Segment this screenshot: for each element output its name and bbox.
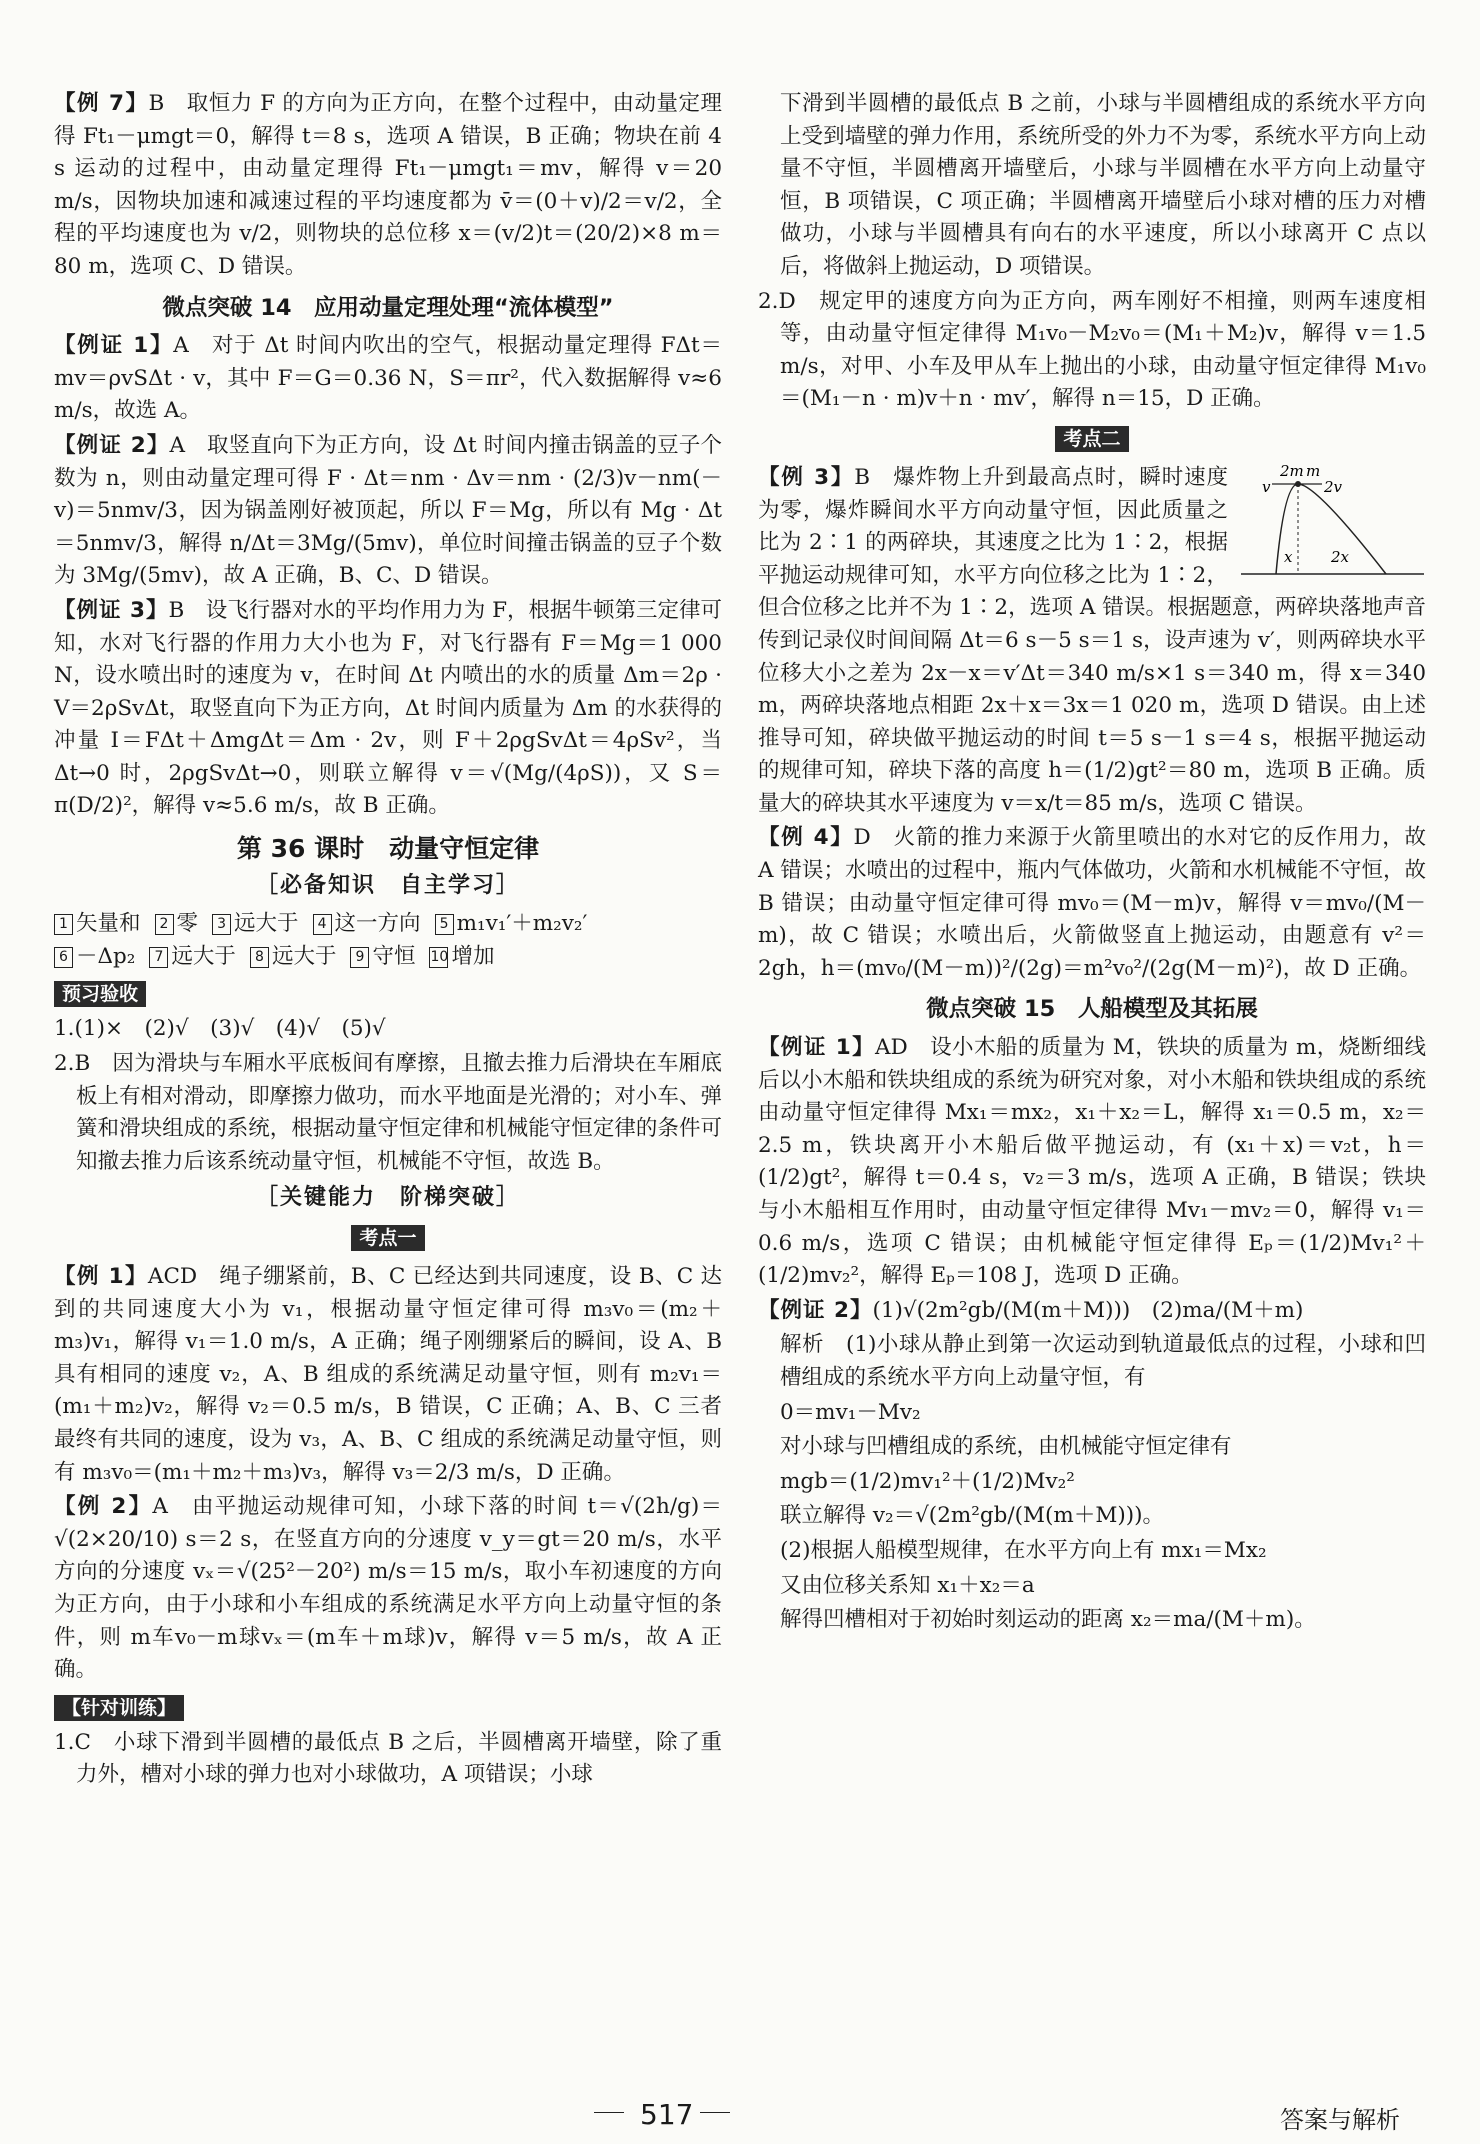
keyword-number: 10	[429, 947, 448, 968]
answer-paragraph: 1.(1)× (2)√ (3)√ (4)√ (5)√	[54, 1016, 386, 1042]
answer-paragraph: 对小球与凹槽组成的系统，由机械能守恒定律有	[780, 1434, 1232, 1460]
keyword-text: m₁v₁′＋m₂v₂′	[456, 911, 588, 937]
label-distance-x: x	[1284, 547, 1293, 566]
answer-tag: 【例 4】	[758, 825, 854, 851]
keyword-item	[54, 911, 141, 936]
page-number-dash-left	[594, 2112, 624, 2113]
answer-tag: 【例证 1】	[758, 1035, 876, 1061]
answer-text: A 对于 Δt 时间内吹出的空气，根据动量定理得 FΔt＝mv＝ρvSΔt · v，其中 F＝G＝0.36 N，S＝πr²，代入数据解得 v≈6 m/s，故选 A。	[54, 333, 722, 424]
label-distance-2x: 2x	[1331, 547, 1350, 566]
answer-text: D 火箭的推力来源于火箭里喷出的水对它的反作用力，故 A 错误；水喷出的过程中，瓶内气体做功，火箭和水机械能不守恒，故 B 错误；由动量守恒定律可得 mv₀＝(M－m)v，解得 v＝mv₀/(M－m)，故 C 错误；水喷出后，火箭做竖直上抛运动，由题意有 v²＝2gh，h＝(mv₀/(M－m))²/(2g)＝m²v₀²/(2g(M－m)²)，故 D 正确。	[758, 825, 1426, 981]
keyword-item	[250, 944, 337, 969]
projectile-figure	[1236, 462, 1426, 582]
answer-paragraph: 1.C 小球下滑到半圆槽的最低点 B 之后，半圆槽离开墙壁，除了重力外，槽对小球的弹力也对小球做功，A 项错误；小球	[54, 1729, 722, 1788]
keyword-text: 远大于	[171, 943, 236, 969]
answer-paragraph: 又由位移关系知 x₁＋x₂＝a	[780, 1572, 1035, 1598]
answer-tag: 【例证 2】	[54, 432, 170, 458]
keyword-number: 6	[54, 947, 73, 968]
answer-paragraph	[758, 822, 1426, 985]
keyword-number: 8	[250, 947, 269, 968]
page-number-dash-right	[700, 2112, 730, 2113]
section-heading: 微点突破 14 应用动量定理处理“流体模型”	[162, 294, 614, 321]
projectile-figure-wrap	[1236, 462, 1426, 582]
keyword-number: 2	[155, 914, 174, 935]
answer-paragraph	[54, 1261, 722, 1489]
label-velocity-v: v	[1262, 477, 1271, 496]
keyword-number: 1	[54, 914, 73, 935]
answer-text: B 取恒力 F 的方向为正方向，在整个过程中，由动量定理得 Ft₁－μmgt＝0，解得 t＝8 s，选项 A 错误，B 正确；物块在前 4 s 运动的过程中，由动量定理得 Ft₁－μmgt₁＝mv，解得 v＝20 m/s，因物块加速和减速过程的平均速度都为 v̄＝(0＋v)/2＝v/2，全程的平均速度也为 v/2，则物块的总位移 x＝(v/2)t＝(20/2)×8 m＝80 m，选项 C、D 错误。	[54, 91, 723, 279]
answer-paragraph: 解析 (1)小球从静止到第一次运动到轨道最低点的过程，小球和凹槽组成的系统水平方向上动量守恒，有	[780, 1332, 1426, 1390]
keyword-number: 9	[350, 947, 369, 968]
answer-text: A 取竖直向下为正方向，设 Δt 时间内撞击锅盖的豆子个数为 n，则由动量定理可得 F · Δt＝nm · Δv＝nm · (2/3)v－nm(－v)＝5nmv/3，因为锅盖刚好被顶起，所以 F＝Mg，所以有 Mg · Δt＝5nmv/3，解得 n/Δt＝3Mg/(5mv)，单位时间撞击锅盖的豆子个数为 3Mg/(5mv)，故 A 正确，B、C、D 错误。	[54, 432, 722, 589]
left-column	[54, 88, 722, 1794]
footer-label: 答案与解析	[1280, 2106, 1400, 2134]
answer-paragraph	[758, 1032, 1426, 1293]
keyword-number: 3	[212, 914, 231, 935]
keyword-text: 增加	[451, 943, 495, 969]
answer-paragraph: 2.B 因为滑块与车厢水平底板间有摩擦，且撤去推力后滑块在车厢底板上有相对滑动，即摩擦力做功，而水平地面是光滑的；对小车、弹簧和滑块组成的系统，根据动量守恒定律和机械能守恒定律的条件可知撤去推力后该系统动量守恒，机械能不守恒，故选 B。	[54, 1051, 722, 1174]
badge-row	[54, 977, 722, 1011]
label-velocity-2v: 2v	[1324, 477, 1343, 496]
section-subheading: ［必备知识 自主学习］	[255, 872, 520, 898]
keyword-item	[435, 911, 588, 936]
page-number: 517	[640, 2098, 694, 2131]
answer-paragraph: (2)根据人船模型规律，在水平方向上有 mx₁＝Mx₂	[780, 1537, 1267, 1563]
right-column	[758, 88, 1426, 1639]
answer-tag: 【例 7】	[54, 91, 149, 116]
keyword-text: 守恒	[372, 943, 416, 969]
keyword-text: 远大于	[234, 911, 299, 937]
keyword-item	[313, 911, 421, 936]
answer-paragraph	[54, 595, 722, 823]
section-heading: 微点突破 15 人船模型及其拓展	[926, 996, 1258, 1023]
answer-tag: 【例证 1】	[54, 333, 174, 359]
answer-paragraph: 联立解得 v₂＝√(2m²gb/(M(m＋M)))。	[780, 1503, 1164, 1529]
label-mass-m: m	[1306, 461, 1321, 480]
badge-row	[758, 422, 1426, 456]
keyword-item	[212, 911, 299, 936]
badge-row	[54, 1221, 722, 1255]
keyword-text: 矢量和	[76, 911, 141, 937]
answer-tag: 【例 2】	[54, 1494, 153, 1520]
section-subheading: ［关键能力 阶梯突破］	[255, 1185, 520, 1211]
answer-tag: 【例证 2】	[758, 1297, 873, 1323]
answer-text: B 爆炸物上升到最高点时，瞬时速度为零，爆炸瞬间水平方向动量守恒，因此质量之比为 2∶1 的两碎块，其速度之比为 1∶2，根据平抛运动规律可知，水平方向位移之比为 1∶2，但合位移之比并不为 1∶2，选项 A 错误。根据题意，两碎块落地声音传到记录仪时间间隔 Δt＝6 s－5 s＝1 s，设声速为 v′，则两碎块水平位移大小之差为 2x－x＝v′Δt＝340 m/s×1 s＝340 m，得 x＝340 m，两碎块落地点相距 2x＋x＝3x＝1 020 m，选项 D 错误。由上述推导可知，碎块做平抛运动的时间 t＝5 s－1 s＝4 s，根据平抛运动的规律可知，碎块下落的高度 h＝(1/2)gt²＝80 m，选项 B 正确。质量大的碎块其水平速度为 v＝x/t＝85 m/s，选项 C 错误。	[758, 464, 1426, 816]
answer-tag: 【例 3】	[758, 464, 855, 490]
answer-tag: 【例 1】	[54, 1264, 148, 1289]
answer-paragraph	[54, 88, 722, 284]
answer-paragraph	[54, 430, 722, 593]
keyword-item	[429, 944, 494, 969]
answer-text: ACD 绳子绷紧前，B、C 已经达到共同速度，设 B、C 达到的共同速度大小为 v₁，根据动量守恒定律可得 m₃v₀＝(m₂＋m₃)v₁，解得 v₁＝1.0 m/s，A 正确；绳子刚绷紧后的瞬间，设 A、B 具有相同的速度 v₂，A、B 组成的系统满足动量守恒，则有 m₂v₁＝(m₁＋m₂)v₂，解得 v₂＝0.5 m/s，B 错误，C 正确；A、B、C 三者最终有共同的速度，设为 v₃，A、B、C 组成的系统满足动量守恒，则有 m₃v₀＝(m₁＋m₂＋m₃)v₃，解得 v₃＝2/3 m/s，D 正确。	[54, 1264, 722, 1485]
answer-paragraph: 解得凹槽相对于初始时刻运动的距离 x₂＝ma/(M＋m)。	[780, 1607, 1316, 1633]
keyword-item	[155, 911, 199, 936]
label-mass-2m: 2m	[1280, 461, 1304, 480]
section-badge: 考点二	[1055, 426, 1128, 452]
answer-text: AD 设小木船的质量为 M，铁块的质量为 m，烧断细线后以小木船和铁块组成的系统为研究对象，对小木船和铁块组成的系统由动量守恒定律得 Mx₁＝mx₂，x₁＋x₂＝L，解得 x₁＝0.5 m，x₂＝2.5 m，铁块离开小木船后做平抛运动，有 (x₁＋x)＝v₂t，h＝(1/2)gt²，解得 t＝0.4 s，v₂＝3 m/s，选项 A 正确，B 错误；铁块与小木船相互作用时，由动量守恒定律得 Mv₁－mv₂＝0，解得 v₁＝0.6 m/s，选项 C 错误；由机械能守恒定律得 Eₚ＝(1/2)Mv₁²＋(1/2)mv₂²，解得 Eₚ＝108 J，选项 D 正确。	[758, 1035, 1427, 1289]
answer-paragraph	[758, 462, 1426, 821]
answer-text: (1)√(2m²gb/(M(m＋M))) (2)ma/(M＋m)	[872, 1297, 1304, 1323]
lesson-heading: 第 36 课时 动量守恒定律	[236, 834, 540, 864]
answer-paragraph	[54, 330, 722, 428]
answer-paragraph: mgb＝(1/2)mv₁²＋(1/2)Mv₂²	[780, 1468, 1075, 1494]
page-footer	[0, 2098, 1480, 2138]
answer-text: B 设飞行器对水的平均作用力为 F，根据牛顿第三定律可知，水对飞行器的作用力大小也为 F，对飞行器有 F＝Mg＝1 000 N，设水喷出时的速度为 v，在时间 Δt 内喷出的水的质量 Δm＝2ρ · V＝2ρSvΔt，取竖直向下为正方向，Δt 时间内质量为 Δm 的水获得的冲量 I＝FΔt＋ΔmgΔt＝Δm · 2v，则 F＋2ρgSvΔt＝4ρSv²，当 Δt→0 时，2ρgSvΔt→0，则联立解得 v＝√(Mg/(4ρS))，又 S＝π(D/2)²，解得 v≈5.6 m/s，故 B 正确。	[54, 597, 723, 819]
keyword-number: 7	[149, 947, 168, 968]
section-badge: 考点一	[351, 1225, 424, 1251]
answer-paragraph	[54, 1491, 722, 1687]
keyword-text: 这一方向	[334, 911, 421, 937]
answer-text: A 由平抛运动规律可知，小球下落的时间 t＝√(2h/g)＝√(2×20/10) s＝2 s，在竖直方向的分速度 v_y＝gt＝20 m/s，水平方向的分速度 vₓ＝√(25²－20²) m/s＝15 m/s，取小车初速度的方向为正方向，由于小球和小车组成的系统满足水平方向上动量守恒的条件，则 m车v₀－m球vₓ＝(m车＋m球)v，解得 v＝5 m/s，故 A 正确。	[54, 1494, 722, 1683]
answer-paragraph: 下滑到半圆槽的最低点 B 之前，小球与半圆槽组成的系统水平方向上受到墙壁的弹力作用，系统所受的外力不为零，系统水平方向上动量不守恒，半圆槽离开墙壁后，小球与半圆槽在水平方向上动量守恒，B 项错误，C 项正确；半圆槽离开墙壁后小球对槽的压力对槽做功，小球与半圆槽具有向右的水平速度，所以小球离开 C 点以后，将做斜上抛运动，D 项错误。	[780, 91, 1426, 279]
section-badge: 预习验收	[54, 981, 146, 1007]
badge-row	[54, 1691, 722, 1725]
answer-paragraph	[758, 1295, 1426, 1328]
answer-paragraph: 2.D 规定甲的速度方向为正方向，两车刚好不相撞，则两车速度相等，由动量守恒定律得 M₁v₀－M₂v₀＝(M₁＋M₂)v，解得 v＝1.5 m/s，对甲、小车及甲从车上抛出的小球，由动量守恒定律得 M₁v₀＝(M₁－n · m)v＋n · mv′，解得 n＝15，D 正确。	[758, 288, 1426, 412]
keyword-text: 零	[176, 911, 199, 937]
keyword-item	[54, 944, 135, 969]
answer-tag: 【例证 3】	[54, 597, 169, 623]
keyword-item	[350, 944, 415, 969]
keyword-text: －Δp₂	[76, 943, 136, 969]
keyword-number: 5	[435, 914, 454, 935]
keyword-text: 远大于	[271, 943, 337, 969]
answer-paragraph: 0＝mv₁－Mv₂	[780, 1399, 921, 1425]
keyword-number: 4	[313, 914, 332, 935]
keyword-list	[54, 908, 722, 973]
section-badge: 【针对训练】	[54, 1695, 184, 1721]
keyword-item	[149, 944, 236, 969]
